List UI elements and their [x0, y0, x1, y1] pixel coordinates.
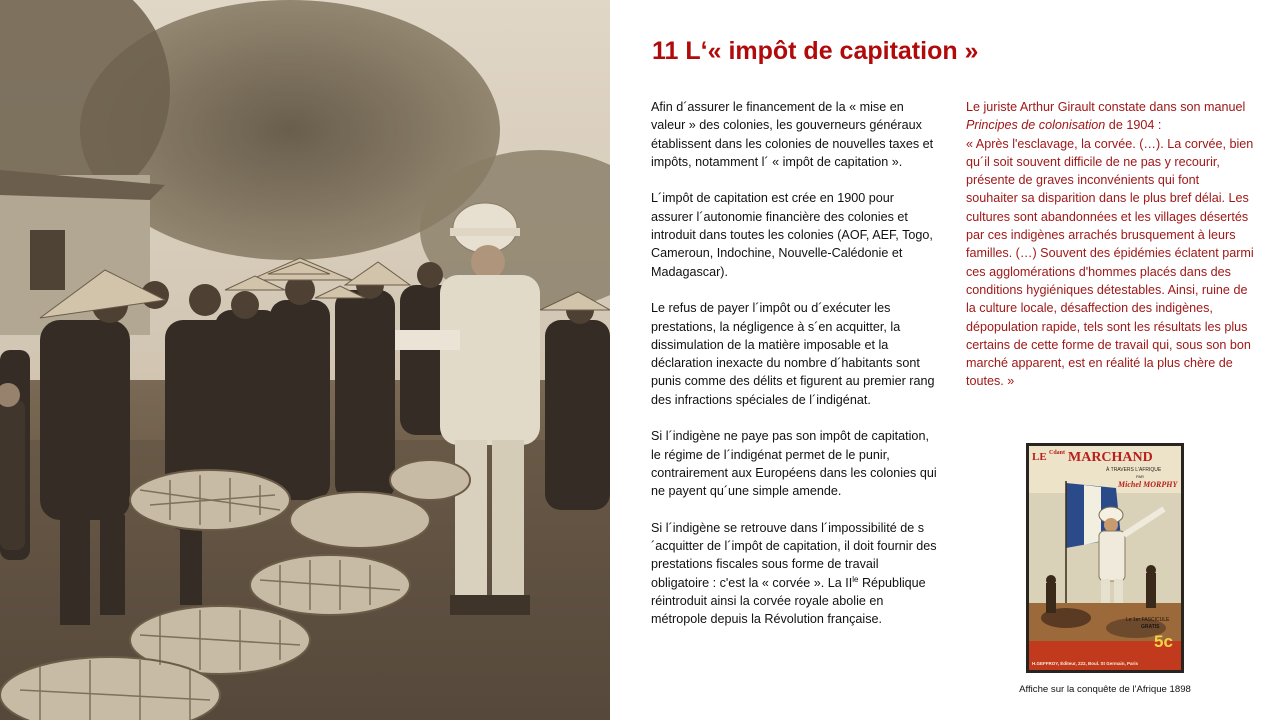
paragraph-punishment: Si l´indigène ne paye pas son impôt de capitation, le régime de l´indigénat permet de le punir, contrairement aux Européens dans les colonies qui ne payent qu´une simple amende. [651, 429, 937, 499]
corvee-text-start: Si l´indigène se retrouve dans l´impossibilité de s´acquitter de l´impôt de capitation, il doit fournir des prestations fiscales sous forme de travail obligatoire : c'est la « corvée ». La II [651, 520, 937, 590]
poster-name: MARCHAND [1068, 450, 1153, 465]
poster-author: Michel MORPHY [1118, 480, 1178, 489]
page-title: 11 L‘« impôt de capitation » [652, 37, 979, 65]
book-title: Principes de colonisation [966, 118, 1106, 133]
poster-par: PAR [1136, 474, 1144, 479]
poster-image-icon [1026, 443, 1184, 673]
paragraph-corvee [651, 519, 937, 629]
right-quote-column [966, 98, 1254, 391]
corvee-text-end: République réintroduit ainsi la corvée royale abolie en métropole depuis la Révolution française. [651, 575, 926, 627]
poster-publisher: H.GEFFROY, Éditeur, 222, Boul. St Germain, Paris [1032, 661, 1139, 666]
quote-year: de 1904 : [1105, 118, 1162, 133]
girault-quote: « Après l'esclavage, la corvée. (…). La corvée, bien qu´il soit souvent difficile de ne pas y recourir, présente de graves inconvénients qui font souhaiter sa disparition dans le plus bref délai. Les cultures sont abandonnées et les villages désertés par ces indigènes arrachés brusquement à leurs familles. (…) Souvent des épidémies éclatent parmi ces agglomérations d'hommes placés dans des conditions hygiéniques détestables. Ainsi, ruine de la culture locale, désaffection des indigènes, dépopulation rapide, tels sont les résultats les plus certains de cette forme de travail qui, sous son bon marché apparent, est en réalité la plus chère de toutes. » [966, 136, 1254, 389]
poster-gratis: GRATIS [1141, 624, 1160, 630]
marchand-poster [1026, 443, 1184, 673]
paragraph-refusal: Le refus de payer l´impôt ou d´exécuter les prestations, la négligence à s´en acquitter, la dissimulation de la matière imposable et la déclaration inexacte du nombre d´habitants sont punis comme des délits et figurent au premier rang des infractions spéciales de l´indigénat. [651, 301, 935, 407]
poster-le: LE [1032, 451, 1047, 463]
left-text-column [651, 98, 937, 647]
paragraph-creation: L´impôt de capitation est crée en 1900 pour assurer l´autonomie financière des colonies et introduit dans toutes les colonies (AOF, AEF, Togo, Cameroun, Indochine, Nouvelle-Calédonie et Madagascar). [651, 191, 933, 279]
poster-subtitle: À TRAVERS L'AFRIQUE [1106, 467, 1162, 473]
quote-intro [966, 98, 1254, 135]
poster-issue: Le 1er FASCICULE [1126, 617, 1170, 623]
poster-price: 5c [1154, 632, 1173, 651]
poster-rank: Cdant [1049, 450, 1066, 456]
paragraph-financing: Afin d´assurer le financement de la « mise en valeur » des colonies, les gouverneurs généraux établissent dans les colonies de nouvelles taxes et impôts, notamment l´ « impôt de capitation ». [651, 100, 934, 169]
quote-intro-text: Le juriste Arthur Girault constate dans son manuel [966, 100, 1246, 114]
historical-photo [0, 0, 610, 720]
poster-caption: Affiche sur la conquête de l'Afrique 1898 [1019, 684, 1191, 695]
colonial-tax-photo-icon [0, 0, 610, 720]
ordinal-superscript: le [852, 574, 859, 584]
